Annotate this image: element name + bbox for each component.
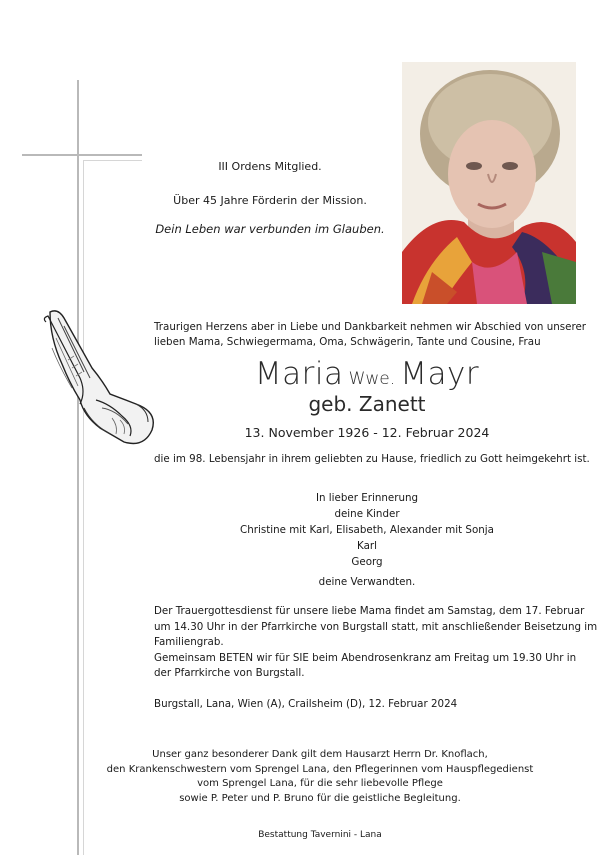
service-line-2: um 14.30 Uhr in der Pfarrkirche von Burgstall statt, mit anschließender Beisetzung im [154, 620, 598, 633]
cross-vertical-bar [77, 80, 79, 855]
service-line-4: Gemeinsam BETEN wir für SIE beim Abendrosenkranz am Freitag um 19.30 Uhr in [154, 651, 577, 664]
place-date: Burgstall, Lana, Wien (A), Crailsheim (D), 12. Februar 2024 [154, 698, 458, 710]
thanks-line-1: Unser ganz besonderer Dank gilt dem Hausarzt Herrn Dr. Knoflach, [152, 749, 488, 760]
thanks-text [100, 748, 540, 806]
intro-line-3: Dein Leben war verbunden im Glauben. [155, 222, 385, 236]
portrait-photo [402, 62, 576, 304]
service-text [154, 604, 598, 682]
praying-hands-icon [40, 308, 160, 456]
family-line-2: deine Kinder [334, 508, 400, 520]
announcement-line-2: lieben Mama, Schwiegermama, Oma, Schwägerin, Tante und Cousine, Frau [154, 336, 541, 348]
cross-shadow-horizontal [83, 160, 142, 161]
passing-note: die im 98. Lebensjahr in ihrem geliebten zu Hause, friedlich zu Gott heimgekehrt ist. [154, 453, 590, 465]
family-line-5: Georg [351, 556, 383, 568]
announcement-text [154, 320, 587, 350]
cross-horizontal-bar [22, 154, 142, 156]
deceased-name [154, 356, 580, 392]
thanks-line-3: vom Sprengel Lana, für die sehr liebevolle Pflege [197, 778, 443, 789]
family-line-6: deine Verwandten. [318, 576, 416, 588]
family-line-4: Karl [357, 540, 377, 552]
first-name: Maria [254, 356, 344, 392]
last-name: Mayr [400, 356, 480, 392]
family-line-3: Christine mit Karl, Elisabeth, Alexander mit Sonja [240, 524, 494, 536]
intro-line-1: III Ordens Mitglied. [218, 160, 322, 173]
announcement-line-1: Traurigen Herzens aber in Liebe und Dankbarkeit nehmen wir Abschied von unserer [154, 321, 587, 333]
family-line-1: In lieber Erinnerung [315, 492, 419, 504]
intro-line-2: Über 45 Jahre Förderin der Mission. [173, 194, 367, 207]
thanks-line-4: sowie P. Peter und P. Bruno für die geistliche Begleitung. [179, 792, 461, 804]
funeral-home-footer: Bestattung Tavernini - Lana [258, 830, 382, 840]
service-line-5: der Pfarrkirche von Burgstall. [154, 667, 305, 679]
life-dates: 13. November 1926 - 12. Februar 2024 [244, 425, 490, 440]
widow-abbreviation: Wwe. [348, 369, 396, 389]
cross-shadow-vertical [83, 160, 84, 855]
service-line-3: Familiengrab. [154, 636, 224, 648]
service-line-1: Der Trauergottesdienst für unsere liebe Mama findet am Samstag, dem 17. Februar [154, 605, 585, 617]
maiden-name: geb. Zanett [308, 392, 426, 416]
thanks-line-2: den Krankenschwestern vom Sprengel Lana, den Pflegerinnen vom Hauspflegedienst [106, 763, 534, 775]
